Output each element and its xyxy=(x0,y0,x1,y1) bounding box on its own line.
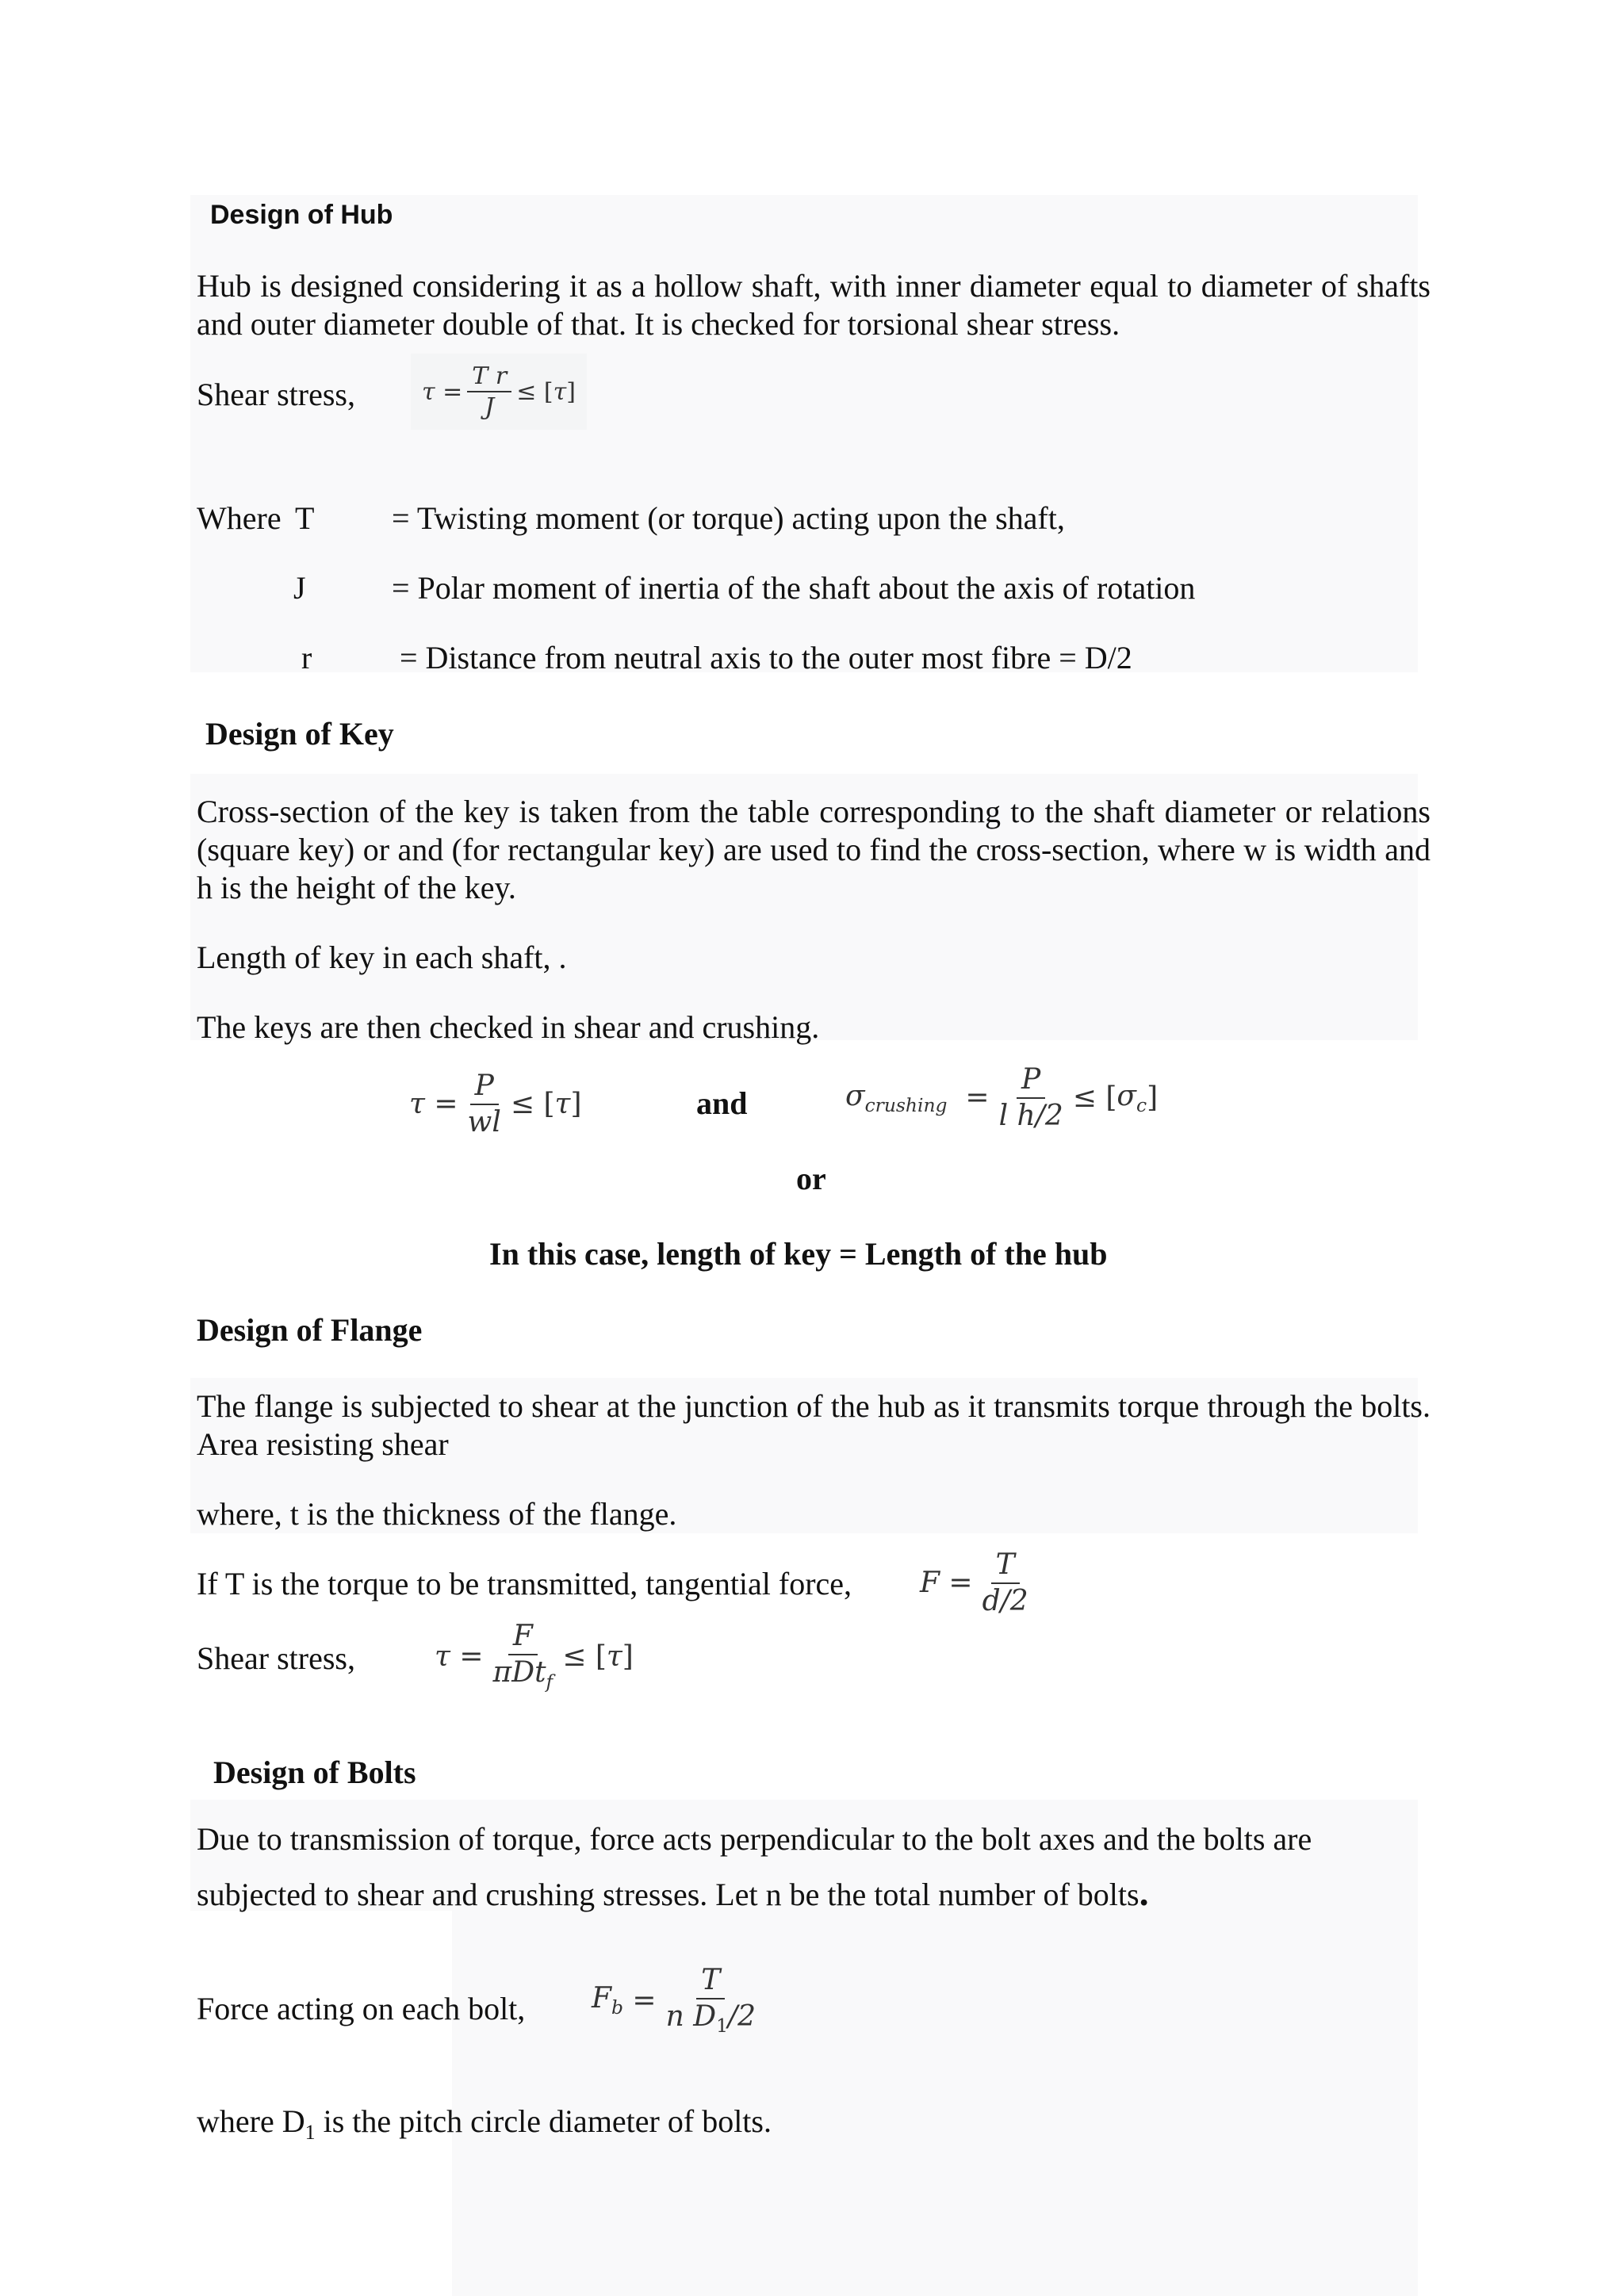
hub-def-symbol-J: J xyxy=(293,570,306,606)
hub-heading: Design of Hub xyxy=(210,200,393,230)
key-length-text: Length of key in each shaft, . xyxy=(197,939,567,975)
bolts-force-equation: $F_b$ = $\frac{T}{n D_1/2}$ xyxy=(592,1964,756,2037)
bolts-line-2-period: . xyxy=(1139,1872,1149,1914)
hub-def-text-T: = Twisting moment (or torque) acting upon the shaft, xyxy=(392,500,1065,536)
hub-def-text-r: = Distance from neutral axis to the outer most fibre = D/2 xyxy=(400,640,1132,675)
flange-heading: Design of Flange xyxy=(197,1312,423,1348)
hub-paragraph: Hub is designed considering it as a hollow shaft, with inner diameter equal to diameter of shafts and outer diameter double of that. It is checked for torsional shear stress. xyxy=(197,268,1431,342)
key-paragraph: Cross-section of the key is taken from the table corresponding to the shaft diameter or relations (square key) or and (for rectangular key) are used to find the cross-section, where w is width and h is the height of the key. xyxy=(197,794,1431,905)
hub-where-label: Where xyxy=(197,500,282,536)
hub-def-symbol-r: r xyxy=(301,640,312,675)
key-and-label: and xyxy=(696,1085,748,1121)
hub-shear-equation: τ = $\frac{\text{T r}}{J}$ ≤ [ τ ] xyxy=(411,354,587,430)
flange-force-equation: F = $\frac{T}{d/2}$ xyxy=(920,1548,1028,1617)
key-shear-equation: τ = $\frac{P}{wl}$ ≤ [ τ ] xyxy=(409,1070,582,1138)
hub-def-text-J: = Polar moment of inertia of the shaft about the axis of rotation xyxy=(392,570,1196,606)
bolts-line-1: Due to transmission of torque, force acts perpendicular to the bolt axes and the bolts are xyxy=(197,1821,1312,1857)
flange-shear-label: Shear stress, xyxy=(197,1640,355,1676)
bolts-pitch-text: where $D_1$ is the pitch circle diameter of bolts. xyxy=(197,2103,772,2144)
key-or-label: or xyxy=(796,1161,826,1196)
flange-paragraph: The flange is subjected to shear at the junction of the hub as it transmits torque through the bolts. Area resisting shear xyxy=(197,1388,1431,1462)
hub-shear-label: Shear stress, xyxy=(197,377,355,412)
bolts-heading: Design of Bolts xyxy=(213,1755,416,1790)
bolts-line-2: subjected to shear and crushing stresses. Let n be the total number of bolts. xyxy=(197,1872,1149,1914)
key-crushing-equation: $\sigma_{crushing}$ = $\frac{P}{\text{l h/2}}$ ≤ [ $\sigma_c$ ] xyxy=(845,1063,1159,1132)
bolts-force-label: Force acting on each bolt, xyxy=(197,1991,526,2026)
flange-where-text: where, t is the thickness of the flange. xyxy=(197,1496,677,1532)
key-heading: Design of Key xyxy=(205,716,394,752)
flange-torque-text: If T is the torque to be transmitted, tangential force, xyxy=(197,1566,852,1601)
key-case-text: In this case, length of key = Length of the hub xyxy=(489,1236,1108,1272)
hub-def-symbol-T: T xyxy=(295,500,315,536)
key-checked-text: The keys are then checked in shear and crushing. xyxy=(197,1009,820,1045)
flange-shear-equation: τ = $\frac{F}{\pi Dt_f}$ ≤ [ τ ] xyxy=(435,1620,634,1693)
bolts-bottom-shade xyxy=(452,2188,1418,2296)
